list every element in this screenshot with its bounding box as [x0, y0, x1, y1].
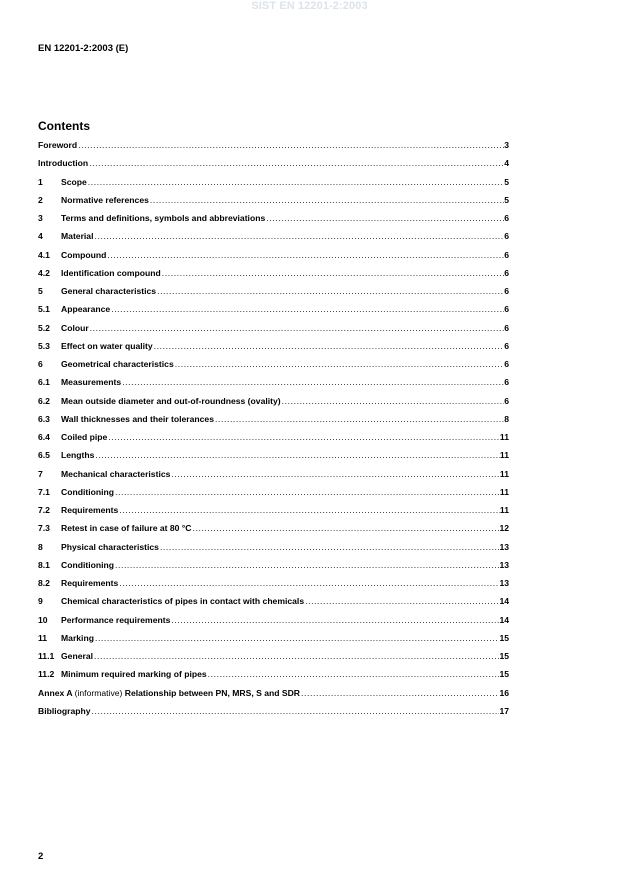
- toc-entry-page: 6: [504, 322, 509, 333]
- toc-entry-page: 15: [499, 669, 509, 680]
- toc-entry[interactable]: [38, 560, 509, 578]
- toc-entry-number: 5: [38, 286, 43, 296]
- toc-entry[interactable]: [38, 359, 509, 377]
- toc-entry-page: 6: [504, 213, 509, 223]
- toc-entry-label: [61, 195, 149, 205]
- toc-entry[interactable]: [38, 286, 509, 304]
- toc-entry-number: 6.5: [38, 450, 50, 461]
- toc-entry-label: [61, 323, 89, 333]
- toc-entry-page: 13: [499, 559, 509, 570]
- toc-entry-title: General characteristics: [61, 286, 157, 296]
- toc-entry-page: 6: [504, 359, 509, 369]
- dot-leader: [159, 542, 500, 552]
- dot-leader: [153, 341, 505, 351]
- toc-entry-label: [61, 341, 153, 351]
- toc-entry-title: General: [61, 651, 94, 661]
- toc-entry-number: 5.1: [38, 304, 50, 315]
- toc-entry[interactable]: [38, 396, 509, 414]
- dot-leader: [107, 432, 500, 442]
- toc-entry-number: 3: [38, 213, 43, 223]
- toc-entry-title: Colour: [61, 322, 89, 333]
- toc-entry-title: Wall thicknesses and their tolerances: [61, 413, 214, 424]
- toc-entry-note: (informative): [74, 687, 123, 698]
- toc-entry[interactable]: [38, 158, 509, 176]
- toc-entry-page: 6: [504, 340, 509, 351]
- toc-entry-title: Requirements: [61, 578, 119, 588]
- toc-entry-page: 6: [504, 249, 509, 260]
- toc-entry[interactable]: [38, 268, 509, 286]
- toc-entry-page: 15: [499, 651, 509, 661]
- dot-leader: [214, 414, 504, 424]
- toc-entry-number: 11: [38, 632, 48, 643]
- toc-entry-label: [61, 523, 191, 533]
- toc-entry-title: Bibliography: [38, 705, 91, 716]
- toc-entry-number: 7: [38, 468, 43, 479]
- toc-entry-title: Mean outside diameter and out-of-roundness (ovality): [61, 395, 281, 406]
- toc-entry[interactable]: [38, 177, 509, 195]
- dot-leader: [93, 651, 499, 661]
- toc-entry-number: 7.2: [38, 505, 50, 515]
- toc-entry-page: 6: [504, 377, 509, 388]
- toc-entry-number: 4: [38, 231, 43, 242]
- toc-entry-number: 9: [38, 596, 43, 607]
- toc-entry-number: 5.3: [38, 340, 50, 351]
- toc-entry-title: Requirements: [61, 505, 119, 515]
- toc-entry[interactable]: [38, 651, 509, 669]
- toc-entry[interactable]: [38, 615, 509, 633]
- toc-entry-label: [61, 359, 174, 369]
- toc-entry[interactable]: [38, 633, 509, 651]
- toc-entry-label: [61, 286, 156, 296]
- toc-entry-number: 1: [38, 176, 43, 187]
- toc-entry-title: Minimum required marking of pipes: [61, 669, 207, 680]
- toc-entry-page: 13: [499, 578, 509, 588]
- toc-entry-number: 4.2: [38, 267, 50, 278]
- dot-leader: [161, 268, 504, 278]
- toc-entry-page: 15: [499, 632, 509, 643]
- dot-leader: [149, 195, 504, 205]
- toc-entry-page: 6: [504, 286, 509, 296]
- toc-entry-number: 11.2: [38, 669, 55, 680]
- toc-entry[interactable]: [38, 505, 509, 523]
- dot-leader: [93, 231, 504, 241]
- table-of-contents: [38, 140, 509, 724]
- toc-entry-number: 7.3: [38, 523, 50, 534]
- toc-entry-page: 11: [499, 450, 509, 461]
- dot-leader: [77, 140, 504, 150]
- dot-leader: [300, 688, 499, 698]
- toc-entry[interactable]: [38, 140, 509, 158]
- toc-entry[interactable]: [38, 341, 509, 359]
- toc-entry-title: Introduction: [38, 158, 89, 169]
- toc-entry-title: Mechanical characteristics: [61, 468, 171, 479]
- document-id: EN 12201-2:2003 (E): [38, 43, 129, 54]
- toc-entry-label: [61, 377, 121, 387]
- dot-leader: [118, 578, 499, 588]
- toc-entry-page: 6: [504, 267, 509, 278]
- toc-entry[interactable]: [38, 213, 509, 231]
- toc-entry-number: 6.3: [38, 413, 50, 424]
- toc-entry-title: Normative references: [61, 194, 149, 205]
- toc-entry-page: 13: [499, 541, 509, 552]
- toc-entry-title: Coiled pipe: [61, 432, 108, 442]
- toc-entry-page: 4: [504, 158, 509, 169]
- toc-entry-page: 14: [499, 596, 509, 607]
- page-number: 2: [38, 851, 44, 862]
- toc-entry-title: Material: [61, 231, 94, 242]
- contents-title: Contents: [38, 119, 90, 133]
- toc-entry-label: [61, 396, 281, 406]
- dot-leader: [114, 487, 500, 497]
- toc-entry-label: [61, 268, 161, 278]
- toc-entry-label: [61, 177, 87, 187]
- toc-entry-label: [61, 469, 170, 479]
- toc-entry-page: 6: [504, 304, 509, 315]
- dot-leader: [89, 323, 505, 333]
- toc-entry[interactable]: [38, 377, 509, 395]
- toc-entry-title: Marking: [61, 632, 94, 643]
- toc-entry-number: 8.2: [38, 578, 50, 588]
- dot-leader: [121, 377, 504, 387]
- toc-entry-label: [38, 158, 88, 168]
- toc-entry-page: 6: [504, 231, 509, 242]
- toc-entry-label: [61, 432, 107, 442]
- toc-entry[interactable]: [38, 432, 509, 450]
- toc-entry-label: [61, 250, 106, 260]
- toc-entry-title: Measurements: [61, 377, 122, 388]
- dot-leader: [110, 304, 504, 314]
- toc-entry-number: 6.2: [38, 395, 50, 406]
- toc-entry-title: Identification compound: [61, 267, 161, 278]
- toc-entry[interactable]: [38, 688, 509, 706]
- toc-entry-page: 11: [499, 486, 509, 497]
- toc-entry-label: [61, 651, 93, 661]
- toc-entry-title: Scope: [61, 176, 87, 187]
- toc-entry[interactable]: [38, 706, 509, 724]
- toc-entry[interactable]: [38, 523, 509, 541]
- dot-leader: [94, 450, 499, 460]
- toc-entry-page: 11: [499, 468, 509, 479]
- dot-leader: [91, 706, 500, 716]
- toc-entry-number: 8.1: [38, 559, 50, 570]
- toc-entry-page: 11: [499, 505, 509, 515]
- dot-leader: [170, 615, 499, 625]
- toc-entry-title: Conditioning: [61, 559, 114, 570]
- toc-entry-title: Terms and definitions, symbols and abbreviations: [61, 213, 266, 223]
- dot-leader: [170, 469, 500, 479]
- toc-entry-page: 17: [499, 705, 509, 716]
- toc-entry[interactable]: [38, 669, 509, 687]
- toc-entry-title: Foreword: [38, 140, 78, 150]
- toc-entry[interactable]: [38, 487, 509, 505]
- toc-entry-label: [61, 450, 94, 460]
- toc-entry[interactable]: [38, 578, 509, 596]
- dot-leader: [281, 396, 505, 406]
- toc-entry-title: Effect on water quality: [61, 340, 153, 351]
- toc-entry[interactable]: [38, 414, 509, 432]
- toc-entry-title: Chemical characteristics of pipes in contact with chemicals: [61, 596, 305, 607]
- dot-leader: [94, 633, 499, 643]
- toc-entry[interactable]: [38, 450, 509, 468]
- toc-entry-page: 3: [504, 140, 509, 150]
- dot-leader: [191, 523, 499, 533]
- toc-entry-label: [38, 706, 91, 716]
- toc-entry-label: [61, 633, 94, 643]
- toc-entry-label: [38, 140, 77, 150]
- toc-entry-number: 5.2: [38, 322, 50, 333]
- toc-entry-title-rest: Relationship between PN, MRS, S and SDR: [122, 687, 301, 698]
- dot-leader: [118, 505, 500, 515]
- toc-entry-page: 12: [499, 523, 509, 534]
- dot-leader: [106, 250, 504, 260]
- toc-entry-number: 6: [38, 359, 43, 369]
- toc-entry-label: [61, 505, 118, 515]
- dot-leader: [304, 596, 499, 606]
- toc-entry-title: Geometrical characteristics: [61, 359, 174, 369]
- dot-leader: [88, 158, 504, 168]
- toc-entry-label: [61, 213, 265, 223]
- toc-entry-title: Compound: [61, 249, 107, 260]
- toc-entry-label: [61, 542, 159, 552]
- toc-entry-page: 6: [504, 395, 509, 406]
- toc-entry-title: Performance requirements: [61, 614, 171, 625]
- toc-entry[interactable]: [38, 250, 509, 268]
- toc-entry[interactable]: [38, 596, 509, 614]
- toc-entry[interactable]: [38, 304, 509, 322]
- toc-entry-title: Annex A: [38, 687, 73, 698]
- toc-entry-number: 7.1: [38, 486, 50, 497]
- toc-entry[interactable]: [38, 323, 509, 341]
- toc-entry[interactable]: [38, 542, 509, 560]
- toc-entry-label: [61, 304, 110, 314]
- dot-leader: [114, 560, 499, 570]
- toc-entry-number: 8: [38, 541, 43, 552]
- toc-entry-number: 2: [38, 194, 43, 205]
- toc-entry-label: [61, 615, 170, 625]
- toc-entry-label: [61, 596, 304, 606]
- toc-entry-page: 16: [499, 687, 509, 698]
- dot-leader: [87, 177, 504, 187]
- dot-leader: [156, 286, 504, 296]
- dot-leader: [207, 669, 500, 679]
- toc-entry-label: [61, 578, 118, 588]
- toc-entry[interactable]: [38, 231, 509, 249]
- toc-entry-label: [61, 414, 214, 424]
- toc-entry-label: [61, 669, 207, 679]
- toc-entry-title: Appearance: [61, 304, 111, 315]
- toc-entry-page: 14: [499, 614, 509, 625]
- toc-entry-label: [61, 560, 114, 570]
- toc-entry-title: Lengths: [61, 450, 95, 461]
- dot-leader: [265, 213, 504, 223]
- toc-entry[interactable]: [38, 469, 509, 487]
- toc-entry-page: 8: [504, 413, 509, 424]
- toc-entry-number: 6.1: [38, 377, 50, 388]
- dot-leader: [174, 359, 504, 369]
- toc-entry-label: [38, 688, 300, 698]
- toc-entry-number: 6.4: [38, 432, 50, 442]
- toc-entry-label: [61, 487, 114, 497]
- watermark: SIST EN 12201-2:2003: [251, 0, 368, 12]
- toc-entry[interactable]: [38, 195, 509, 213]
- toc-entry-title: Physical characteristics: [61, 541, 159, 552]
- toc-entry-title: Retest in case of failure at 80 °C: [61, 523, 192, 534]
- toc-entry-page: 5: [504, 176, 509, 187]
- toc-entry-page: 5: [504, 194, 509, 205]
- toc-entry-title: Conditioning: [61, 486, 114, 497]
- toc-entry-page: 11: [499, 432, 509, 442]
- toc-entry-number: 10: [38, 614, 48, 625]
- toc-entry-number: 4.1: [38, 249, 50, 260]
- toc-entry-label: [61, 231, 93, 241]
- toc-entry-number: 11.1: [38, 651, 55, 661]
